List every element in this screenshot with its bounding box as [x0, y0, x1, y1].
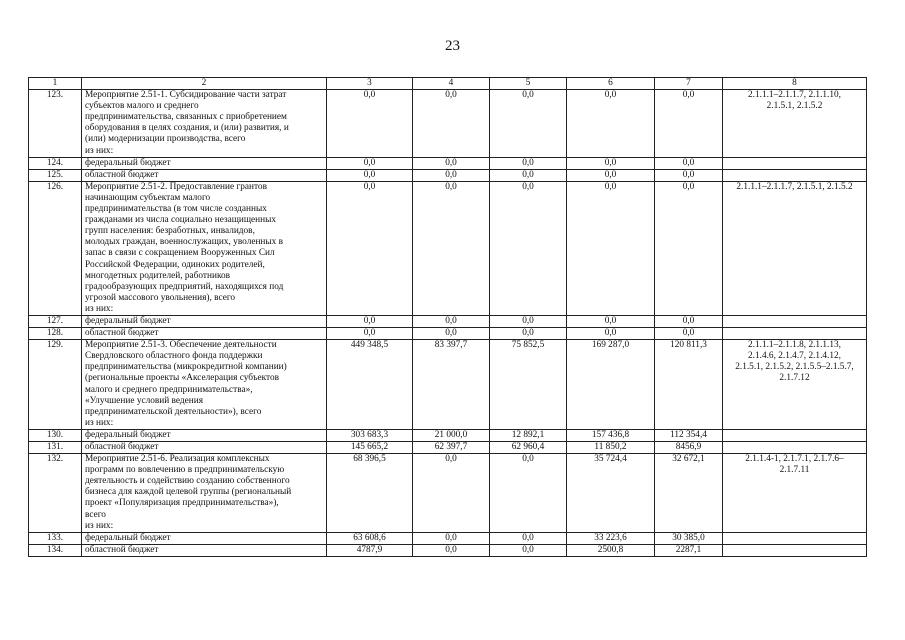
row-number: 127. [29, 315, 82, 327]
row-number: 125. [29, 169, 82, 181]
value-cell: 0,0 [655, 328, 723, 340]
value-cell: 303 683,3 [327, 429, 413, 441]
value-cell: 33 223,6 [567, 532, 655, 544]
page-number: 23 [445, 38, 460, 54]
description-line: областной бюджет [85, 169, 159, 180]
row-number: 123. [29, 90, 82, 158]
description-line: из них: [85, 303, 114, 314]
table-row [29, 181, 867, 315]
row-description [82, 157, 327, 169]
description-line: федеральный бюджет [85, 532, 171, 543]
code-line: 2.1.5.1, 2.1.5.2 [766, 101, 823, 112]
row-number: 134. [29, 544, 82, 556]
row-number: 126. [29, 181, 82, 315]
value-cell: 0,0 [655, 169, 723, 181]
row-description [82, 340, 327, 430]
row-description [82, 532, 327, 544]
column-header: 3 [327, 78, 413, 90]
row-description [82, 454, 327, 533]
table-row [29, 442, 867, 454]
budget-table [28, 77, 867, 557]
description-line: «Улучшение условий ведения [85, 395, 203, 406]
value-cell: 0,0 [490, 90, 567, 158]
value-cell: 0,0 [413, 181, 490, 315]
value-cell: 157 436,8 [567, 429, 655, 441]
value-cell: 169 287,0 [567, 340, 655, 430]
description-line: федеральный бюджет [85, 429, 171, 440]
value-cell: 0,0 [655, 157, 723, 169]
code-line: 2.1.5.1, 2.1.5.2, 2.1.5.5–2.1.5.7, [735, 362, 854, 373]
table-row [29, 340, 867, 430]
row-number: 131. [29, 442, 82, 454]
value-cell: 0,0 [490, 181, 567, 315]
value-cell: 0,0 [490, 169, 567, 181]
value-cell: 0,0 [655, 90, 723, 158]
indicator-codes [723, 429, 867, 441]
value-cell: 0,0 [567, 169, 655, 181]
description-line: из них: [85, 520, 114, 531]
value-cell: 0,0 [567, 328, 655, 340]
value-cell: 32 672,1 [655, 454, 723, 533]
table-row [29, 454, 867, 533]
indicator-codes [723, 181, 867, 315]
description-line: областной бюджет [85, 328, 159, 339]
value-cell: 0,0 [490, 532, 567, 544]
column-header: 8 [723, 78, 867, 90]
description-line: (или) модернизации производства, всего [85, 134, 246, 145]
value-cell: 449 348,5 [327, 340, 413, 430]
value-cell: 8456,9 [655, 442, 723, 454]
value-cell: 0,0 [413, 454, 490, 533]
description-line: Мероприятие 2.51-2. Предоставление грантов [85, 181, 267, 192]
value-cell: 0,0 [413, 532, 490, 544]
row-description [82, 429, 327, 441]
code-line: 2.1.7.11 [779, 465, 810, 476]
value-cell: 0,0 [567, 315, 655, 327]
column-header: 6 [567, 78, 655, 90]
value-cell: 0,0 [327, 181, 413, 315]
code-line: 2.1.7.12 [779, 373, 810, 384]
description-line: из них: [85, 417, 114, 428]
value-cell: 0,0 [413, 544, 490, 556]
value-cell: 0,0 [655, 315, 723, 327]
row-number: 133. [29, 532, 82, 544]
table-row [29, 532, 867, 544]
description-line: субъектов малого и среднего [85, 101, 199, 112]
indicator-codes [723, 328, 867, 340]
value-cell: 75 852,5 [490, 340, 567, 430]
value-cell: 0,0 [327, 157, 413, 169]
description-line: градообразующих предприятий, находящихся под [85, 281, 284, 292]
value-cell: 0,0 [327, 315, 413, 327]
value-cell: 0,0 [413, 157, 490, 169]
value-cell: 0,0 [490, 315, 567, 327]
value-cell: 35 724,4 [567, 454, 655, 533]
value-cell: 2500,8 [567, 544, 655, 556]
indicator-codes [723, 454, 867, 533]
column-header: 5 [490, 78, 567, 90]
row-number: 132. [29, 454, 82, 533]
value-cell: 112 354,4 [655, 429, 723, 441]
value-cell: 0,0 [413, 169, 490, 181]
description-line: запас в связи с сокращением Вооруженных Сил [85, 248, 275, 259]
code-line: 2.1.4.6, 2.1.4.7, 2.1.4.12, [748, 351, 841, 362]
code-line: 2.1.1.1–2.1.1.7, 2.1.5.1, 2.1.5.2 [736, 181, 853, 192]
indicator-codes [723, 544, 867, 556]
description-line: предпринимательства (микрокредитной компании) [85, 362, 287, 373]
code-line: 2.1.1.1–2.1.1.8, 2.1.1.13, [748, 340, 841, 351]
table-row [29, 544, 867, 556]
value-cell: 62 960,4 [490, 442, 567, 454]
value-cell: 0,0 [413, 315, 490, 327]
value-cell: 0,0 [413, 90, 490, 158]
value-cell: 30 385,0 [655, 532, 723, 544]
value-cell: 145 665,2 [327, 442, 413, 454]
description-line: деятельность и содействию созданию собственного [85, 476, 290, 487]
column-header: 2 [82, 78, 327, 90]
indicator-codes [723, 169, 867, 181]
description-line: проект «Популяризация предпринимательства»), [85, 498, 279, 509]
description-line: федеральный бюджет [85, 157, 171, 168]
value-cell: 0,0 [490, 157, 567, 169]
value-cell: 0,0 [490, 454, 567, 533]
description-line: угрозой массового увольнения), всего [85, 292, 236, 303]
value-cell: 0,0 [413, 328, 490, 340]
indicator-codes [723, 340, 867, 430]
indicator-codes [723, 90, 867, 158]
table-row [29, 328, 867, 340]
description-line: из них: [85, 145, 114, 156]
row-number: 128. [29, 328, 82, 340]
row-number: 124. [29, 157, 82, 169]
row-description [82, 442, 327, 454]
value-cell: 4787,9 [327, 544, 413, 556]
value-cell: 0,0 [490, 544, 567, 556]
description-line: (региональные проекты «Акселерация субъектов [85, 373, 280, 384]
table-row [29, 315, 867, 327]
description-line: федеральный бюджет [85, 315, 171, 326]
value-cell: 21 000,0 [413, 429, 490, 441]
value-cell: 0,0 [327, 169, 413, 181]
description-line: областной бюджет [85, 544, 159, 555]
value-cell: 62 397,7 [413, 442, 490, 454]
row-description [82, 181, 327, 315]
description-line: Мероприятие 2.51-1. Субсидирование части затрат [85, 90, 287, 101]
value-cell: 63 608,6 [327, 532, 413, 544]
indicator-codes [723, 532, 867, 544]
indicator-codes [723, 157, 867, 169]
row-number: 129. [29, 340, 82, 430]
description-line: Российской Федерации, одиноких родителей, [85, 259, 265, 270]
value-cell: 83 397,7 [413, 340, 490, 430]
description-line: всего [85, 509, 106, 520]
header-row [29, 78, 867, 90]
code-line: 2.1.1.1–2.1.1.7, 2.1.1.10, [748, 90, 841, 101]
row-description [82, 315, 327, 327]
value-cell: 0,0 [655, 181, 723, 315]
description-line: Свердловского областного фонда поддержки [85, 351, 263, 362]
description-line: предпринимательства (в том числе созданных [85, 204, 267, 215]
description-line: Мероприятие 2.51-3. Обеспечение деятельности [85, 340, 277, 351]
table-row [29, 169, 867, 181]
table-row [29, 90, 867, 158]
table-row [29, 157, 867, 169]
value-cell: 0,0 [567, 90, 655, 158]
indicator-codes [723, 315, 867, 327]
table-body [29, 78, 867, 557]
row-description [82, 544, 327, 556]
value-cell: 0,0 [567, 181, 655, 315]
description-line: оборудования в целях создания, и (или) развития, и [85, 123, 289, 134]
description-line: гражданами из числа социально незащищенных [85, 215, 277, 226]
column-header: 7 [655, 78, 723, 90]
value-cell: 0,0 [327, 328, 413, 340]
table-row [29, 429, 867, 441]
description-line: предпринимательской деятельности»), всего [85, 406, 262, 417]
value-cell: 0,0 [567, 157, 655, 169]
row-description [82, 169, 327, 181]
description-line: бизнеса для каждой целевой группы (региональный [85, 487, 292, 498]
value-cell: 12 892,1 [490, 429, 567, 441]
description-line: Мероприятие 2.51-6. Реализация комплексных [85, 454, 270, 465]
value-cell: 11 850,2 [567, 442, 655, 454]
code-line: 2.1.1.4-1, 2.1.7.1, 2.1.7.6– [745, 454, 844, 465]
description-line: начинающим субъектам малого [85, 192, 211, 203]
column-header: 1 [29, 78, 82, 90]
value-cell: 68 396,5 [327, 454, 413, 533]
description-line: многодетных родителей, работников [85, 270, 231, 281]
value-cell: 2287,1 [655, 544, 723, 556]
row-description [82, 328, 327, 340]
description-line: программ по вовлечению в предпринимательскую [85, 465, 285, 476]
description-line: малого и среднего предпринимательства», [85, 384, 253, 395]
row-description [82, 90, 327, 158]
description-line: групп населения: безработных, инвалидов, [85, 226, 255, 237]
description-line: областной бюджет [85, 442, 159, 452]
value-cell: 0,0 [490, 328, 567, 340]
column-header: 4 [413, 78, 490, 90]
value-cell: 0,0 [327, 90, 413, 158]
row-number: 130. [29, 429, 82, 441]
description-line: предпринимательства, связанных с приобретением [85, 112, 287, 123]
value-cell: 120 811,3 [655, 340, 723, 430]
description-line: молодых граждан, военнослужащих, уволенных в [85, 237, 284, 248]
indicator-codes [723, 442, 867, 454]
